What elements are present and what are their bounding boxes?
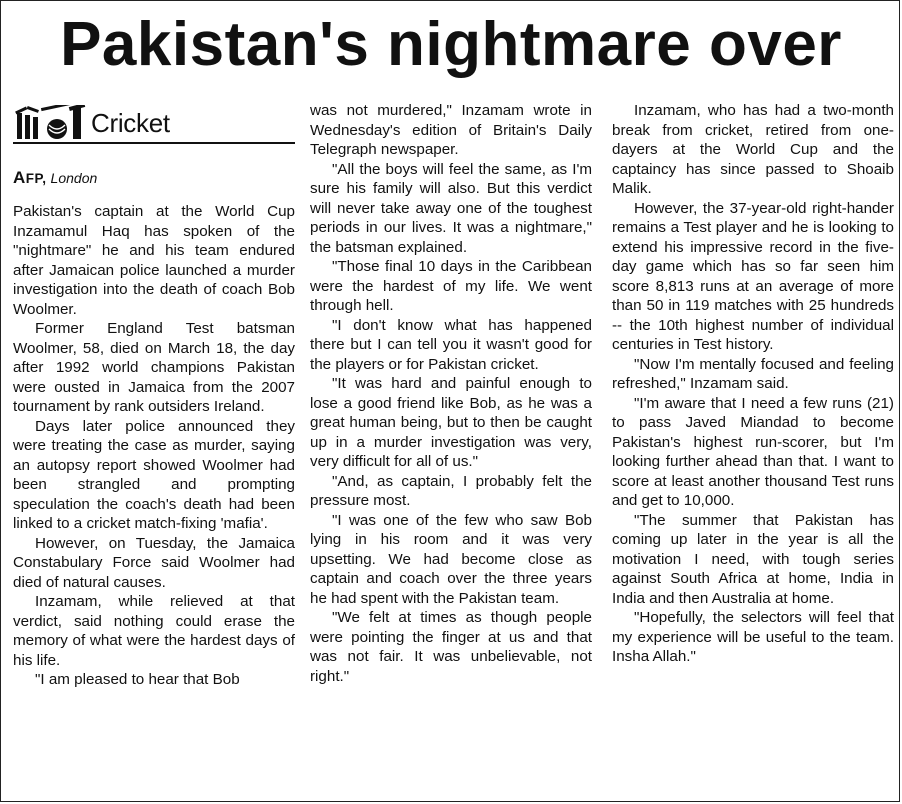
- column-2: [310, 101, 592, 686]
- paragraph: Days later police announced they were treating the case as murder, saying an autopsy report showed Woolmer had been strangled and prompting speculation the coach's death had been linked to a cricket match-fixing 'mafia'.: [13, 417, 295, 532]
- paragraph: Inzamam, while relieved at that verdict, said nothing could erase the memory of what were the hardest days of his life.: [13, 593, 295, 669]
- dateline-agency-initial: A: [13, 168, 26, 187]
- paragraph: "And, as captain, I probably felt the pressure most.: [310, 472, 592, 509]
- section-rule: [13, 142, 295, 144]
- paragraph: "Hopefully, the selectors will feel that my experience will be useful to the team. Insha Allah.": [612, 609, 894, 665]
- paragraph: "The summer that Pakistan has coming up later in the year is all the motivation I need, with tough series against South Africa at home, India in India and then Australia at home.: [612, 511, 894, 607]
- dateline-agency: [13, 168, 47, 187]
- paragraph: However, the 37-year-old right-hander remains a Test player and he is looking to extend his impressive record in the five-day game which has so far seen him score 8,813 runs at an average of more than 50 in 119 matches with 25 hundreds -- the 10th highest number of individual centuries in Test history.: [612, 199, 894, 353]
- paragraph: "It was hard and painful enough to lose a good friend like Bob, as he was a great human being, but to then be caught up in a murder investigation was very, very difficult for all of us.": [310, 375, 592, 470]
- dateline: [13, 169, 295, 188]
- section-label: Cricket: [91, 108, 170, 138]
- paragraph: "We felt at times as though people were pointing the finger at us and that was not fair. It was unbelievable, not right.": [310, 609, 592, 685]
- paragraph: "All the boys will feel the same, as I'm sure his family will also. But this verdict will never take away one of the toughest periods in our lives. It was a nightmare," the batsman explained.: [310, 160, 592, 256]
- dateline-city: London: [50, 170, 98, 186]
- paragraph: was not murdered," Inzamam wrote in Wednesday's edition of Britain's Daily Telegraph newspaper.: [310, 102, 592, 158]
- paragraph: Pakistan's captain at the World Cup Inzamamul Haq has spoken of the "nightmare" he and his team endured after Jamaican police launched a murder investigation into the death of coach Bob Woolmer.: [13, 203, 295, 318]
- paragraph: "I am pleased to hear that Bob: [35, 671, 240, 688]
- paragraph: "I was one of the few who saw Bob lying in his room and it was very upsetting. We had become close as captain and coach over the three years he had spent with the Pakistan team.: [310, 511, 592, 607]
- cricket-icon: [13, 105, 87, 141]
- column-1: [13, 101, 295, 690]
- paragraph: "Now I'm mentally focused and feeling refreshed," Inzamam said.: [612, 355, 894, 392]
- paragraph: However, on Tuesday, the Jamaica Constabulary Force said Woolmer had died of natural causes.: [13, 534, 295, 591]
- paragraph: "I don't know what has happened there but I can tell you it wasn't good for the players or for Pakistan cricket.: [310, 316, 592, 373]
- paragraph: Inzamam, who has had a two-month break from cricket, retired from one-dayers at the World Cup and the captaincy has since passed to Shoaib Malik.: [612, 102, 894, 197]
- paragraph: "I'm aware that I need a few runs (21) to pass Javed Miandad to become Pakistan's highest run-scorer, but I'm looking further ahead than that. I want to score at least another thousand Test runs and get to 10,000.: [612, 394, 894, 509]
- paragraph: Former England Test batsman Woolmer, 58, died on March 18, the day after 1992 world champions Pakistan were ousted in Jamaica from the 2007 tournament by rank outsiders Ireland.: [13, 320, 295, 415]
- section-kicker: [13, 103, 295, 143]
- dateline-agency-rest: FP,: [25, 171, 47, 186]
- headline: Pakistan's nightmare over: [60, 10, 842, 79]
- paragraph: "Those final 10 days in the Caribbean were the hardest of my life. We went through hell.: [310, 258, 592, 314]
- column-3: [612, 101, 894, 667]
